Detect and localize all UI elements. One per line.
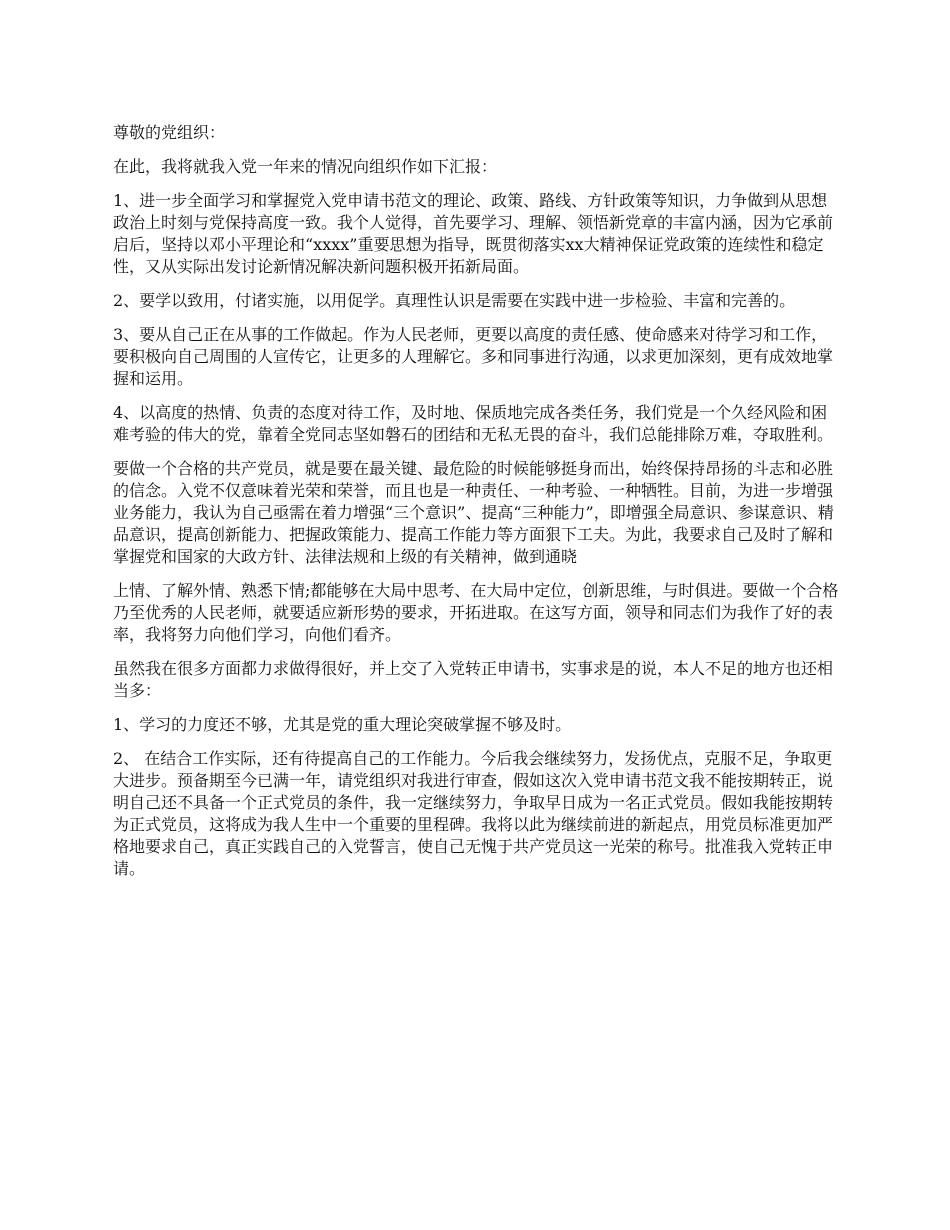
- document-body: [113, 122, 843, 892]
- paragraph-shortcoming-2: 2、 在结合工作实际，还有待提高自己的工作能力。今后我会继续努力，发扬优点，克服不足，争取更大进步。预备期至今已满一年，请党组织对我进行审查，假如这次入党申请书范文我不能按期转正，说明自己还不具备一个正式党员的条件，我一定继续努力，争取早日成为一名正式党员。假如我能按期转为正式党员，这将成为我人生中一个重要的里程碑。我将以此为继续前进的新起点，用党员标准更加严格地要求自己，真正实践自己的入党誓言，使自己无愧于共产党员这一光荣的称号。批准我入党转正申请。: [113, 749, 834, 878]
- paragraph-point-4: 4、以高度的热情、负责的态度对待工作，及时地、保质地完成各类任务，我们党是一个久经风险和困难考验的伟大的党，靠着全党同志坚如磐石的团结和无私无畏的奋斗，我们总能排除万难，夺取胜利。: [113, 403, 834, 444]
- paragraph-qualified-member: 要做一个合格的共产党员，就是要在最关键、最危险的时候能够挺身而出，始终保持昂扬的斗志和必胜的信念。入党不仅意味着光荣和荣誉，而且也是一种责任、一种考验、一种牺牲。目前，为进一步增强业务能力，我认为自己亟需在着力增强“三个意识”、提高“三种能力”，即增强全局意识、参谋意识、精品意识，提高创新能力、把握政策能力、提高工作能力等方面狠下工夫。为此，我要求自己及时了解和掌握党和国家的大政方针、法律法规和上级的有关精神，做到通晓: [113, 459, 834, 566]
- paragraph-point-2: 2、要学以致用，付诸实施，以用促学。真理性认识是需要在实践中进一步检验、丰富和完善的。: [113, 291, 796, 310]
- paragraph-continuation: 上情、了解外情、熟悉下情;都能够在大局中思考、在大局中定位，创新思维，与时俱进。要做一个合格乃至优秀的人民老师，就要适应新形势的要求，开拓进取。在这写方面，领导和同志们为我作了好的表率，我将努力向他们学习，向他们看齐。: [113, 581, 839, 644]
- paragraph-intro: 在此，我将就我入党一年来的情况向组织作如下汇报：: [113, 157, 498, 176]
- paragraph-point-3: 3、要从自己正在从事的工作做起。作为人民老师，更要以高度的责任感、使命感来对待学习和工作，要积极向自己周围的人宣传它，让更多的人理解它。多和同事进行沟通，以求更加深刻，更有成效地掌握和运用。: [113, 325, 834, 388]
- paragraph-shortcomings-intro: 虽然我在很多方面都力求做得很好，并上交了入党转正申请书，实事求是的说，本人不足的地方也还相当多：: [113, 659, 834, 700]
- paragraph-point-1: 1、进一步全面学习和掌握党入党申请书范文的理论、政策、路线、方针政策等知识，力争做到从思想政治上时刻与党保持高度一致。我个人觉得，首先要学习、理解、领悟新党章的丰富内涵，因为它承前启后，坚持以邓小平理论和“xxxx”重要思想为指导，既贯彻落实xx大精神保证党政策的连续性和稳定性，又从实际出发讨论新情况解决新问题积极开拓新局面。: [113, 191, 834, 276]
- salutation: 尊敬的党组织：: [113, 123, 226, 142]
- paragraph-shortcoming-1: 1、学习的力度还不够，尤其是党的重大理论突破掌握不够及时。: [113, 715, 572, 734]
